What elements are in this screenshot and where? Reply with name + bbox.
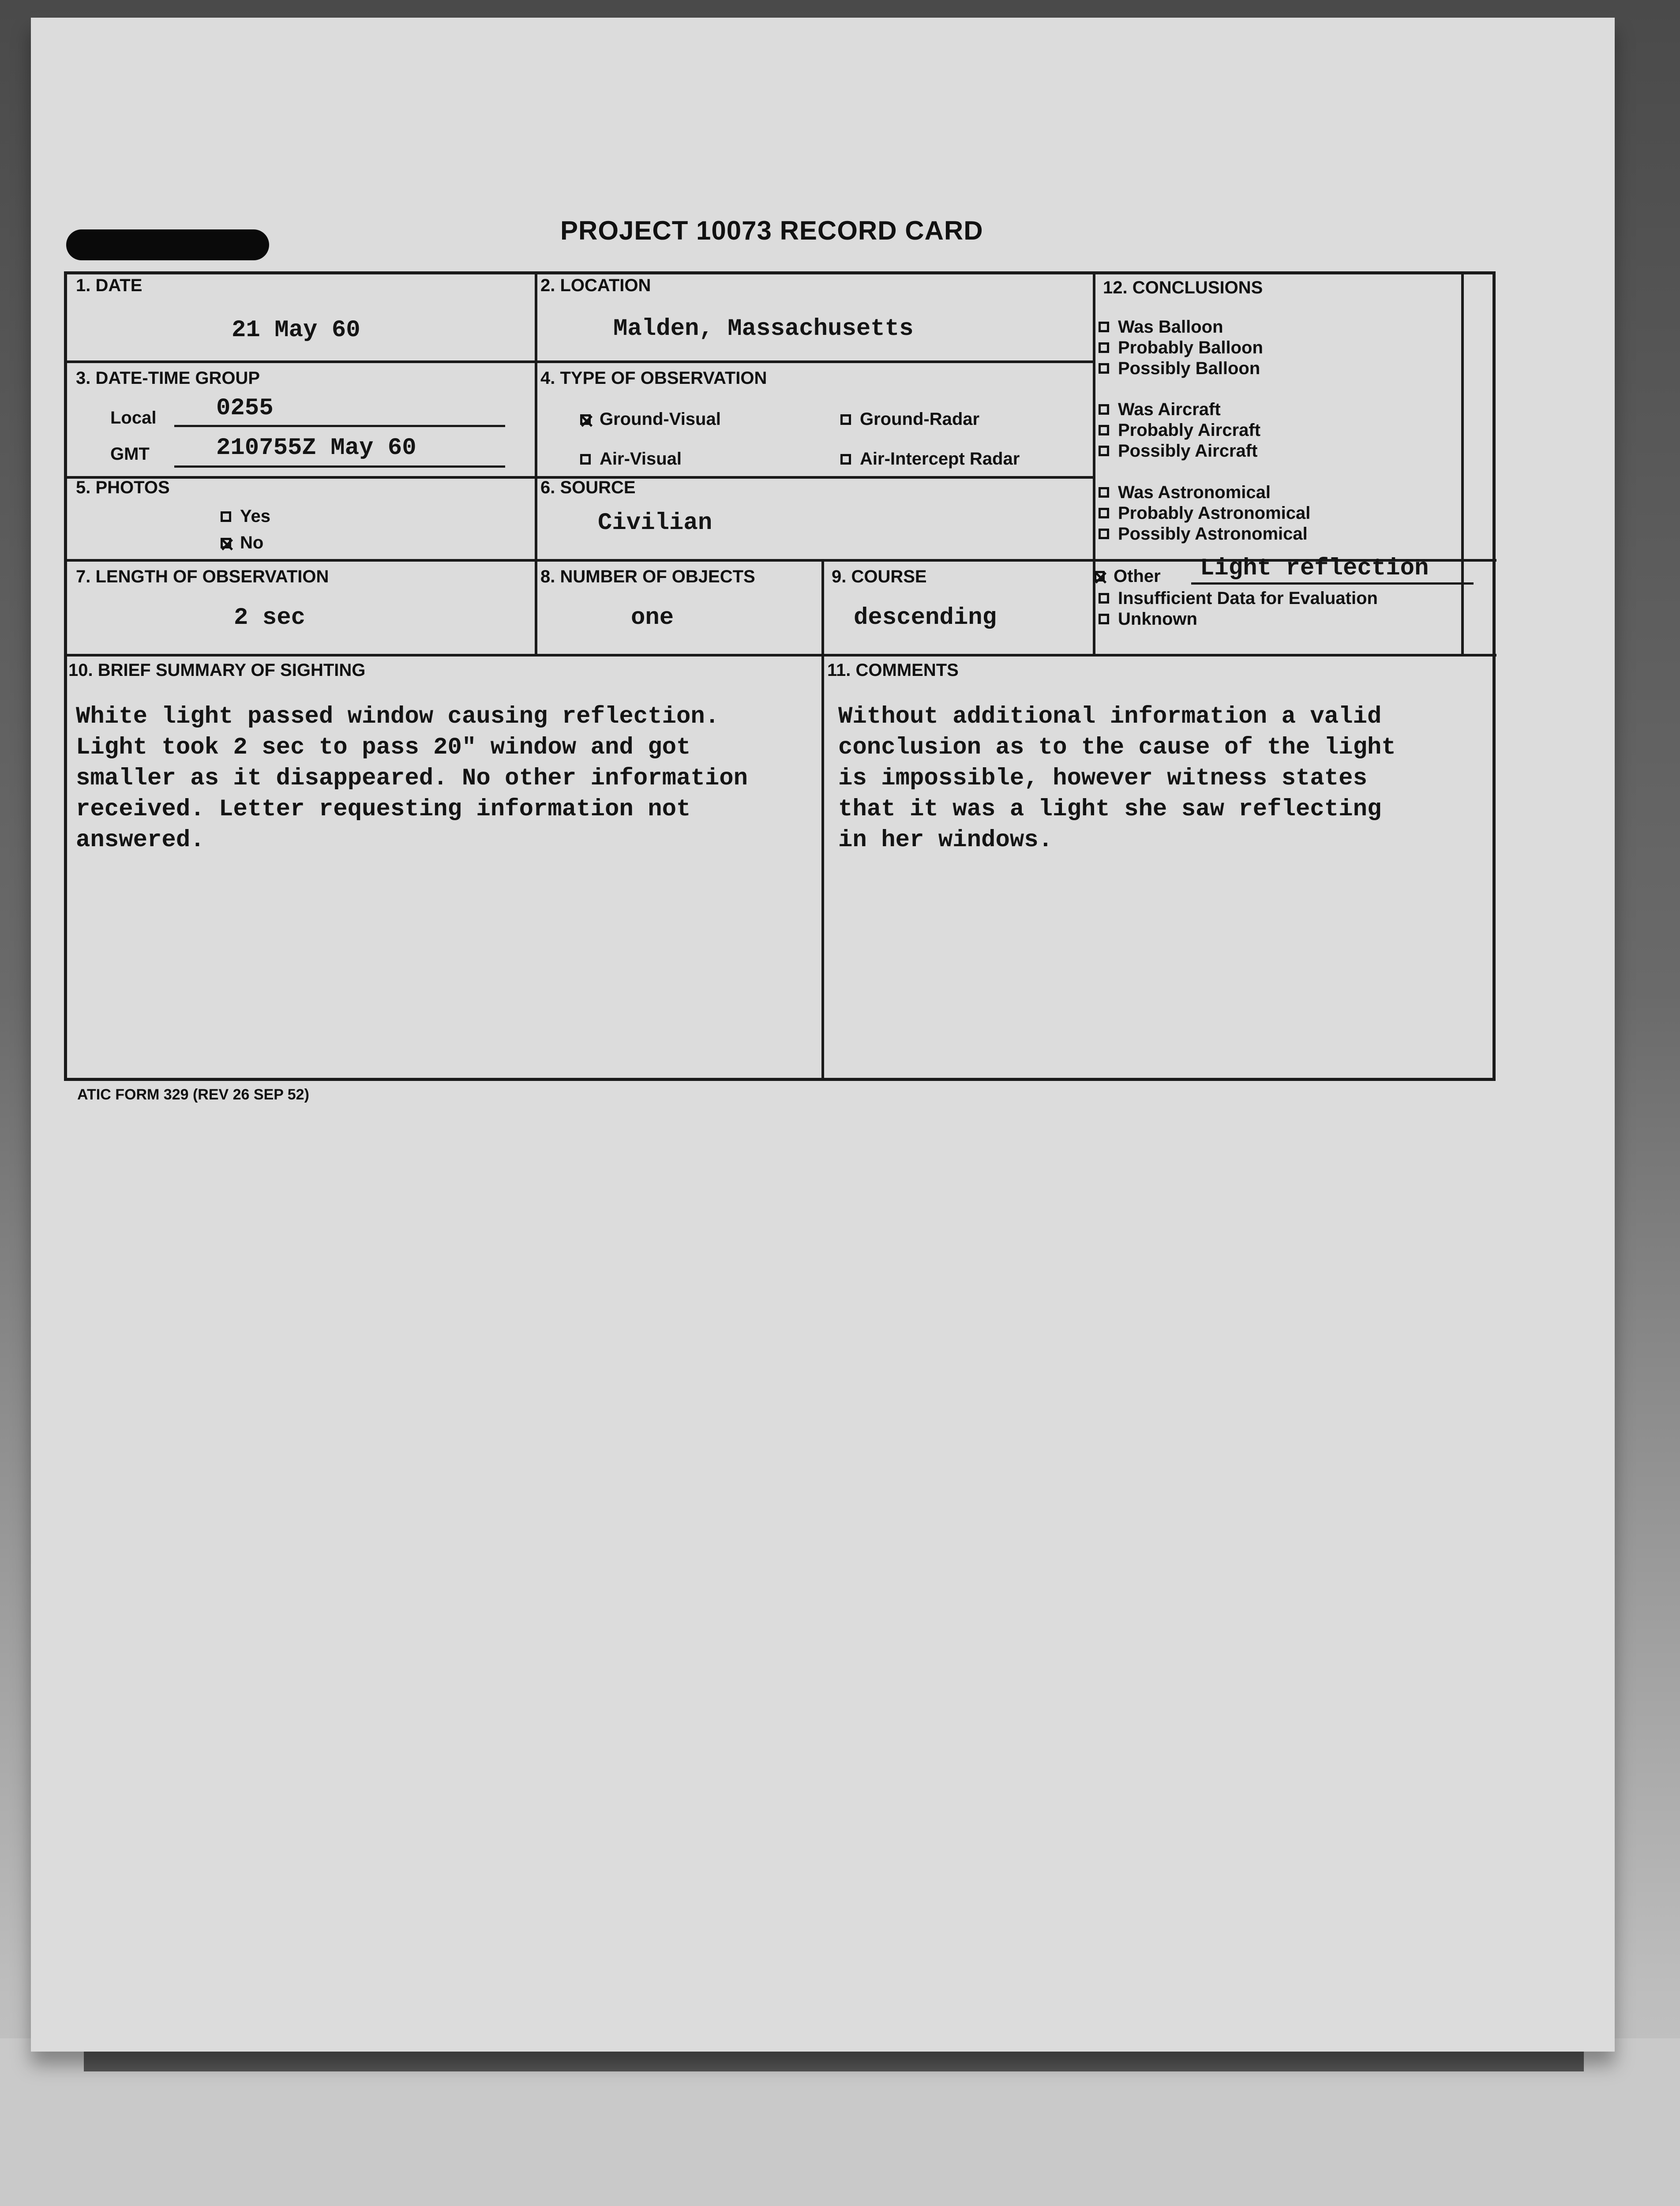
location-value: Malden, Massachusetts xyxy=(613,315,914,342)
concl-other-underline xyxy=(1191,582,1474,585)
checkbox-concl[interactable] xyxy=(1099,363,1109,374)
concl-was-aircraft[interactable] xyxy=(1099,399,1221,420)
redaction-mark xyxy=(66,229,269,260)
checkbox-concl[interactable] xyxy=(1099,425,1109,435)
concl-possibly-balloon[interactable] xyxy=(1099,358,1260,379)
comments-line: in her windows. xyxy=(838,827,1053,854)
checkbox-concl[interactable] xyxy=(1099,322,1109,332)
option-ground-radar-label: Ground-Radar xyxy=(860,409,980,429)
concl-probably-balloon[interactable] xyxy=(1099,338,1263,358)
option-air-intercept-radar[interactable] xyxy=(840,449,1020,469)
date-value: 21 May 60 xyxy=(232,317,360,344)
concl-label: Possibly Astronomical xyxy=(1118,524,1308,544)
option-ground-visual[interactable] xyxy=(580,409,721,429)
checkbox-photos-yes[interactable] xyxy=(221,511,231,522)
observation-type-label: 4. TYPE OF OBSERVATION xyxy=(540,368,767,388)
concl-unknown[interactable] xyxy=(1099,609,1197,629)
summary-label: 10. BRIEF SUMMARY OF SIGHTING xyxy=(68,660,366,680)
concl-label: Was Astronomical xyxy=(1118,483,1271,502)
course-value: descending xyxy=(854,604,997,631)
concl-insufficient-label: Insufficient Data for Evaluation xyxy=(1118,589,1378,608)
checkbox-ground-radar[interactable] xyxy=(840,414,851,425)
form-footer: ATIC FORM 329 (REV 26 SEP 52) xyxy=(77,1086,309,1103)
gmt-value: 210755Z May 60 xyxy=(216,435,416,461)
checkbox-ground-visual[interactable] xyxy=(580,414,591,425)
row-divider xyxy=(67,654,1496,657)
concl-was-astronomical[interactable] xyxy=(1099,482,1271,503)
dtg-label: 3. DATE-TIME GROUP xyxy=(76,368,260,388)
local-underline xyxy=(174,425,505,427)
summary-line: answered. xyxy=(76,827,205,854)
concl-label: Probably Balloon xyxy=(1118,338,1263,357)
checkbox-air-intercept-radar[interactable] xyxy=(840,454,851,465)
option-photos-no[interactable] xyxy=(221,533,263,553)
summary-line: received. Letter requesting information not xyxy=(76,796,691,823)
option-photos-yes-label: Yes xyxy=(240,506,270,526)
concl-other-label: Other xyxy=(1114,567,1161,586)
concl-insufficient-data[interactable] xyxy=(1099,588,1378,608)
row-divider xyxy=(67,360,1095,363)
comments-label: 11. COMMENTS xyxy=(827,660,959,680)
summary-line: smaller as it disappeared. No other information xyxy=(76,765,748,792)
summary-line: White light passed window causing reflection. xyxy=(76,703,720,730)
concl-label: Probably Aircraft xyxy=(1118,420,1261,440)
local-time-value: 0255 xyxy=(216,395,274,422)
gmt-underline xyxy=(174,465,505,468)
option-ground-radar[interactable] xyxy=(840,409,979,429)
gmt-label: GMT xyxy=(110,444,150,464)
option-photos-yes[interactable] xyxy=(221,506,270,526)
checkbox-photos-no[interactable] xyxy=(221,538,231,548)
concl-label: Was Aircraft xyxy=(1118,400,1221,419)
page-title: PROJECT 10073 RECORD CARD xyxy=(560,216,983,245)
checkbox-concl[interactable] xyxy=(1099,446,1109,456)
col-divider xyxy=(1461,274,1464,654)
checkbox-air-visual[interactable] xyxy=(580,454,591,465)
checkbox-concl[interactable] xyxy=(1099,508,1109,518)
comments-text xyxy=(838,702,1396,856)
date-label: 1. DATE xyxy=(76,276,142,295)
comments-line: conclusion as to the cause of the light xyxy=(838,734,1396,761)
length-label: 7. LENGTH OF OBSERVATION xyxy=(76,567,329,586)
concl-probably-astronomical[interactable] xyxy=(1099,503,1310,523)
concl-label: Probably Astronomical xyxy=(1118,503,1311,523)
location-label: 2. LOCATION xyxy=(540,276,651,295)
checkbox-concl[interactable] xyxy=(1099,487,1109,498)
concl-label: Possibly Balloon xyxy=(1118,359,1260,378)
conclusions-label: 12. CONCLUSIONS xyxy=(1103,278,1263,297)
objects-label: 8. NUMBER OF OBJECTS xyxy=(540,567,755,586)
concl-label: Possibly Aircraft xyxy=(1118,441,1258,461)
checkbox-concl-other[interactable] xyxy=(1094,571,1105,582)
checkbox-concl-insufficient[interactable] xyxy=(1099,593,1109,604)
option-air-visual[interactable] xyxy=(580,449,682,469)
checkbox-concl[interactable] xyxy=(1099,404,1109,415)
source-label: 6. SOURCE xyxy=(540,478,636,497)
comments-line: Without additional information a valid xyxy=(838,703,1382,730)
sheet-shadow xyxy=(84,2052,1584,2071)
comments-line: is impossible, however witness states xyxy=(838,765,1367,792)
concl-was-balloon[interactable] xyxy=(1099,317,1223,337)
concl-unknown-label: Unknown xyxy=(1118,609,1197,629)
concl-possibly-aircraft[interactable] xyxy=(1099,441,1257,461)
bleed-through xyxy=(618,110,1147,287)
option-air-intercept-radar-label: Air-Intercept Radar xyxy=(860,449,1020,469)
option-photos-no-label: No xyxy=(240,533,264,552)
checkbox-concl[interactable] xyxy=(1099,342,1109,353)
col-divider xyxy=(821,559,824,1080)
concl-probably-aircraft[interactable] xyxy=(1099,420,1260,440)
col-divider xyxy=(535,274,537,654)
local-label: Local xyxy=(110,408,157,428)
length-value: 2 sec xyxy=(234,604,306,631)
comments-line: that it was a light she saw reflecting xyxy=(838,796,1382,823)
photos-label: 5. PHOTOS xyxy=(76,478,170,497)
checkbox-concl-unknown[interactable] xyxy=(1099,614,1109,624)
checkbox-concl[interactable] xyxy=(1099,529,1109,539)
concl-possibly-astronomical[interactable] xyxy=(1099,524,1308,544)
col-divider xyxy=(1093,274,1095,654)
summary-line: Light took 2 sec to pass 20" window and got xyxy=(76,734,691,761)
course-label: 9. COURSE xyxy=(832,567,927,586)
summary-text xyxy=(76,702,748,856)
concl-other-value: Light reflection xyxy=(1200,555,1429,582)
source-value: Civilian xyxy=(598,510,712,536)
concl-label: Was Balloon xyxy=(1118,317,1223,337)
objects-value: one xyxy=(631,604,674,631)
concl-other[interactable] xyxy=(1094,566,1161,586)
option-air-visual-label: Air-Visual xyxy=(600,449,682,469)
option-ground-visual-label: Ground-Visual xyxy=(600,409,721,429)
